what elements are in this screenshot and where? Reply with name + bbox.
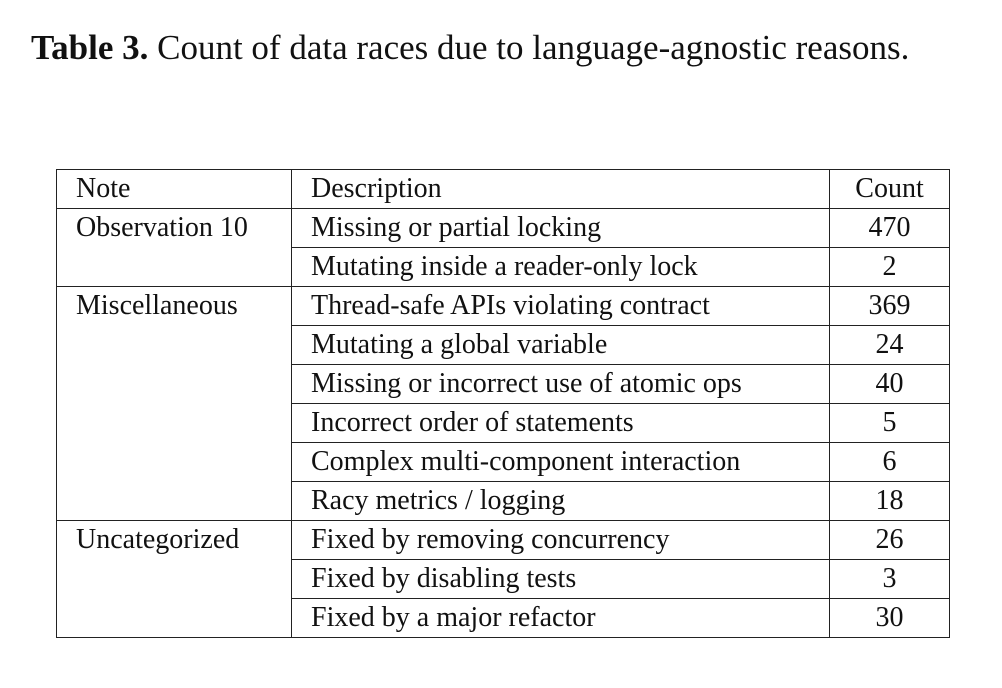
- group-note: Miscellaneous: [57, 287, 292, 521]
- row-description: Fixed by a major refactor: [292, 599, 830, 638]
- group-note: Observation 10: [57, 209, 292, 287]
- row-count: 40: [830, 365, 950, 404]
- row-description: Mutating inside a reader-only lock: [292, 248, 830, 287]
- row-description: Missing or incorrect use of atomic ops: [292, 365, 830, 404]
- group-note: Uncategorized: [57, 521, 292, 638]
- row-count: 24: [830, 326, 950, 365]
- row-count: 6: [830, 443, 950, 482]
- table-caption-text: Count of data races due to language-agnostic reasons.: [157, 28, 910, 67]
- table-caption-label: Table 3.: [31, 28, 149, 67]
- table-caption: [31, 24, 981, 71]
- header-note: Note: [57, 170, 292, 209]
- row-description: Fixed by disabling tests: [292, 560, 830, 599]
- row-count: 2: [830, 248, 950, 287]
- row-count: 369: [830, 287, 950, 326]
- row-description: Thread-safe APIs violating contract: [292, 287, 830, 326]
- table-row: [57, 521, 950, 560]
- table-row: [57, 209, 950, 248]
- header-description: Description: [292, 170, 830, 209]
- row-description: Missing or partial locking: [292, 209, 830, 248]
- row-description: Fixed by removing concurrency: [292, 521, 830, 560]
- row-count: 3: [830, 560, 950, 599]
- row-description: Complex multi-component interaction: [292, 443, 830, 482]
- row-count: 470: [830, 209, 950, 248]
- table-row: [57, 287, 950, 326]
- table-header-row: [57, 170, 950, 209]
- row-description: Incorrect order of statements: [292, 404, 830, 443]
- row-count: 18: [830, 482, 950, 521]
- row-count: 30: [830, 599, 950, 638]
- row-description: Racy metrics / logging: [292, 482, 830, 521]
- row-count: 5: [830, 404, 950, 443]
- row-count: 26: [830, 521, 950, 560]
- data-races-table: [56, 169, 950, 638]
- row-description: Mutating a global variable: [292, 326, 830, 365]
- header-count: Count: [830, 170, 950, 209]
